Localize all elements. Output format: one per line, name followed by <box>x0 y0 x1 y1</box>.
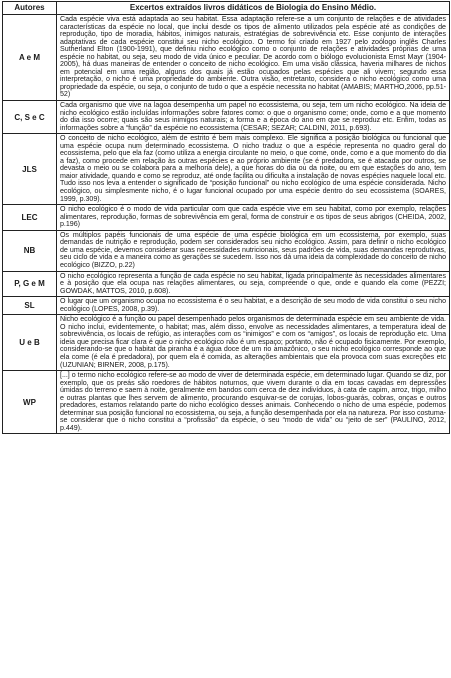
excerpts-table <box>2 1 450 434</box>
author-cell: A e M <box>3 15 57 101</box>
excerpt-cell: Cada organismo que vive na lagoa desempenha um papel no ecossistema, ou seja, tem um nicho ecológico. Na ideia de nicho ecológico estão incluídas informações sobre fatores como: o que o organismo come; onde, como e a que momento do dia isso ocorre; quais são seus inimigos naturais; a forma e a época do ano em que se reproduz etc. Enfim, todas as informações sobre a “função” da espécie no ecossistema (CESAR; SEZAR; CALDINI, 2011, p.693). <box>57 101 450 134</box>
table-row <box>3 230 450 271</box>
authors-column-header: Autores <box>3 2 57 15</box>
excerpt-cell: Nicho ecológico é a função ou papel desempenhado pelos organismos de determinada espécie em seu ambiente de vida. O nicho inclui, evidentemente, o habitat; mas, além disso, envolve as necessidades alimentares, a temperatura ideal de sobrevivência, os locais de refúgio, as interações com os “inimigos” e com os “amigos”, os locais de reprodução etc. Uma ideia que precisa ficar clara é que o nicho ecológico não é um espaço; portanto, não é ocupado fisicamente. Por exemplo, considerando-se que o habitat da piranha é a água doce de um rio amazônico, o seu nicho ecológico corresponde ao que ela come (é ela é predadora), por quem ela é comida, as alterações ambientais que ela provoca com suas excreções etc (UZUNIAN; BIRNER, 2008, p.175). <box>57 315 450 371</box>
author-cell: U e B <box>3 315 57 371</box>
excerpt-cell: O lugar que um organismo ocupa no ecossistema é o seu habitat, e a descrição de seu modo de vida constitui o seu nicho ecológico (LOPES, 2008, p.39). <box>57 297 450 315</box>
table-row <box>3 101 450 134</box>
excerpt-cell: O nicho ecológico representa a função de cada espécie no seu habitat, ligada principalmente às necessidades alimentares e à posição que ela ocupa nas relações alimentares, ou seja, compreende o que, onde e quando ela come (PEZZI; GOWDAK, MATTOS, 2010, p.608). <box>57 271 450 297</box>
header-row <box>3 2 450 15</box>
table-row <box>3 271 450 297</box>
excerpt-cell: Cada espécie viva está adaptada ao seu habitat. Essa adaptação refere-se a um conjunto de relações e de atividades características da espécie no local, que inclui desde os tipos de alimento utilizados pela espécie até as condições de reprodução, tipo de moradia, hábitos, inimigos naturais, estratégias de sobrevivência etc. Esse conjunto de interações adaptativas de cada espécie constitui seu nicho ecológico. O termo foi criado em 1927 pelo zoólogo inglês Charles Sutherland Elton (1900-1991), que definiu nicho ecológico como o conjunto de relações e atividades próprias de uma espécie no habitat, ou seja, seu modo de vida único e peculiar. De acordo com o biólogo evolucionista Ernst Mayr (1904-2005), há duas maneiras de entender o conceito de nicho ecológico. Em uma visão clássica, haveria milhares de nichos em potencial em uma região, alguns dos quais já estão ocupados pelas espécies que ali vivem; segundo essa interpretação, o nicho é uma propriedade do ambiente. Outra visão, entretanto, considera o nicho ecológico como uma propriedade da espécie, ou seja, o conjunto de tudo o que a espécie necessita no habitat (AMABIS; MARTHO,2006, pp.51-52) <box>57 15 450 101</box>
excerpt-cell: O nicho ecológico é o modo de vida particular com que cada espécie vive em seu habitat, como por exemplo, relações alimentares, reprodução, formas de sobrevivência em geral, forma de construir e os tipos de seus abrigos (CHEIDA, 2002, p.196) <box>57 205 450 231</box>
table-row <box>3 134 450 205</box>
author-cell: C, S e C <box>3 101 57 134</box>
author-cell: LEC <box>3 205 57 231</box>
table-row <box>3 297 450 315</box>
excerpt-cell: Os múltiplos papéis funcionais de uma espécie de uma espécie biológica em um ecossistema, por exemplo, suas demandas de nutrição e reprodução, podem ser considerados seu nicho ecológico. Assim, para definir o nicho ecológico de uma espécie, devemos considerar suas necessidades nutricionais, seus padrões de vida, suas demandas reprodutivas, seu ciclo de vida e a maneira como as gerações se sucedem. Isso nos dá uma ideia da complexidade do conceito de nicho ecológico (BIZZO, p.22) <box>57 230 450 271</box>
table-row <box>3 315 450 371</box>
table-body <box>3 15 450 434</box>
excerpt-cell: [...] o termo nicho ecológico refere-se ao modo de viver de determinada espécie, em determinado lugar. Quando se diz, por exemplo, que os preás são roedores de hábitos noturnos, que vivem durante o dia em tocas cavadas em depressões úmidas do terreno e saem à noite, geralmente em bandos com cerca de dez indivíduos, à cata de capim, arroz, trigo, milho e outras plantas que lhes servem de alimento, procurando esquivar-se de corujas, lobos-guarás, cobras, onças e outros predadores, estamos relatando parte do nicho ecológico desses animais. Conhecendo o nicho de uma espécie, podemos determinar sua posição funcional no ecossistema, ou seja, a função desempenhada por ela na natureza. Por isso costuma-se considerar que o nicho constitui a “profissão” da espécie, o seu “modo de vida” ou “jeito de ser” (PAULINO, 2012, p.449). <box>57 371 450 434</box>
author-cell: JLS <box>3 134 57 205</box>
table-row <box>3 371 450 434</box>
author-cell: WP <box>3 371 57 434</box>
author-cell: P, G e M <box>3 271 57 297</box>
author-cell: NB <box>3 230 57 271</box>
table-header <box>3 2 450 15</box>
excerpt-cell: O conceito de nicho ecológico, além de estrito é bem mais complexo. Ele significa a posição biológica ou funcional que uma espécie ocupa num determinado ecossistema. O nicho traduz o que a espécie representa no quadro geral do ecossistema, pelo que ela faz (como utiliza a energia circulante no meio, o que come, onde, como e a que momento do dia a faz), como procede em relação às outras espécies e ao próprio ambiente (se é predadora, se é atacada por outros, se devasta o meio ou se colabora para a melhoria dele), a que horas do dia ou da noite, ou em que estações do ano, tem maior atividade, quando e como se reproduz, até onde facilita ou dificulta a instalação de novas espécies naquele local etc. Tudo isso nos leva a entender o significado de “posição funcional” ou nicho ecológico de uma espécie considerada. Nicho ecológico, ou simplesmente nicho, é o lugar funcional ocupado por uma espécie dentro do seu ecossistema (SOARES, 1999, p.309). <box>57 134 450 205</box>
excerpts-column-header: Excertos extraídos livros didáticos de Biologia do Ensino Médio. <box>57 2 450 15</box>
author-cell: SL <box>3 297 57 315</box>
table-row <box>3 205 450 231</box>
table-row <box>3 15 450 101</box>
